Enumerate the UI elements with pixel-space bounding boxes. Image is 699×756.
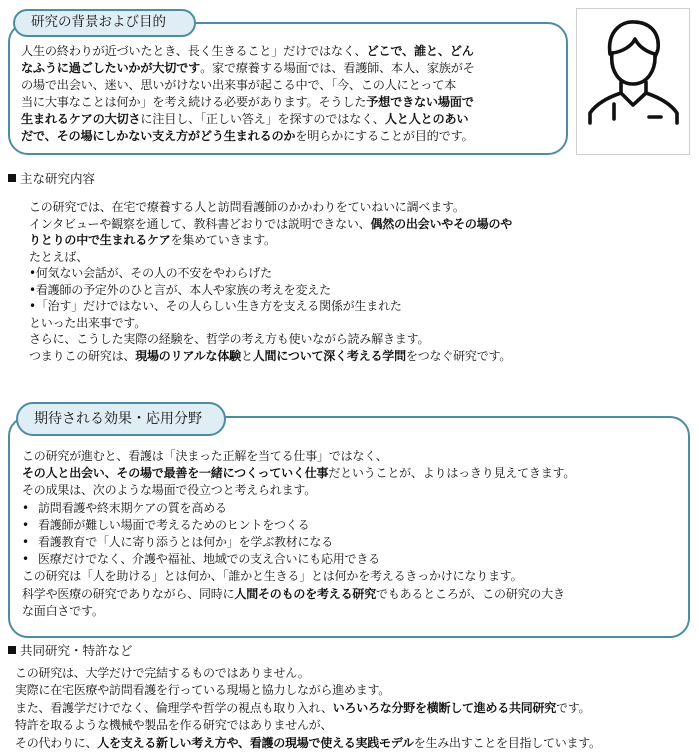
text-segment: インタビューや観察を通して、教科書どおりでは説明できない、: [29, 216, 371, 231]
main-research-heading-text: 主な研究内容: [20, 171, 96, 186]
text-line: [21, 111, 475, 128]
person-icon: [577, 9, 689, 154]
text-line: [22, 517, 575, 534]
effects-heading-tag: [16, 402, 226, 436]
text-segment: たとえば、: [29, 249, 89, 264]
text-segment: •看護師の予定外のひと言が、本人や家族の考えを変えた: [29, 282, 331, 297]
text-segment: な面白さです。: [22, 603, 104, 618]
text-segment: 医療だけでなく、介護や福祉、地域での支え合いにも応用できる: [38, 552, 380, 567]
text-segment: この研究は「人を助ける」とは何か、「誰かと生きる」とは何かを考えるきっかけになります。: [22, 569, 523, 584]
text-segment: を明らかにすることが目的です。: [295, 129, 474, 143]
text-segment: 訪問看護や終末期ケアの質を高める: [38, 500, 227, 515]
text-line: [22, 534, 575, 551]
square-bullet-icon: [8, 174, 16, 182]
text-segment: その成果は、次のような場面で役立つと考えられます。: [22, 483, 317, 498]
text-line: [22, 448, 575, 465]
emphasis-text: 予想できない場面で: [366, 95, 474, 109]
text-line: [29, 199, 512, 216]
text-segment: をつなぐ研究です。: [405, 348, 512, 363]
text-line: [29, 232, 512, 249]
text-line: [22, 586, 575, 603]
text-line: [21, 43, 475, 60]
text-segment: を生み出すことを目指しています。: [413, 735, 601, 750]
text-line: [29, 348, 512, 365]
emphasis-text: りとりの中で生まれるケア: [29, 233, 171, 247]
emphasis-text: どこで、誰と、どん: [366, 44, 474, 58]
text-segment: です。: [556, 700, 591, 715]
emphasis-text: 生まれるケアの大切さ: [21, 112, 141, 126]
effects-heading: 期待される効果・応用分野: [34, 411, 202, 427]
bullet-dot-icon: •: [22, 552, 29, 567]
text-line: [22, 568, 575, 585]
background-text: [21, 43, 475, 145]
text-segment: 当に大事なことは何か」を考え続ける必要があります。そうした: [21, 95, 367, 109]
text-segment: でもあるところが、この研究の大き: [376, 586, 565, 601]
text-line: [29, 298, 512, 315]
text-segment: と: [240, 348, 253, 363]
text-segment: 看護師が難しい場面で考えるためのヒントをつくる: [38, 517, 310, 532]
text-line: [15, 700, 601, 717]
emphasis-text: 人間そのものを考える研究: [234, 586, 377, 601]
bullet-dot-icon: •: [22, 500, 29, 515]
text-line: [29, 282, 512, 299]
nurse-avatar-image: [576, 8, 690, 155]
text-segment: •「治す」だけではない、その人らしい生き方を支える関係が生まれた: [29, 299, 402, 313]
square-bullet-icon: [8, 646, 16, 654]
joint-research-heading-text: 共同研究・特許など: [20, 643, 133, 658]
text-line: [29, 249, 512, 266]
background-heading: 研究の背景および目的: [31, 14, 166, 31]
text-segment: 。家で療養する場面では、看護師、本人、家族がそ: [200, 61, 475, 75]
text-line: [21, 128, 475, 145]
text-line: [29, 331, 512, 348]
text-segment: この研究では、在宅で療養する人と訪問看護師のかかわりをていねいに調べます。: [29, 200, 465, 214]
text-segment: その代わりに、: [15, 735, 98, 750]
joint-research-heading: [8, 641, 133, 659]
text-line: [15, 735, 601, 752]
emphasis-text: 現場のリアルな体験: [135, 348, 241, 363]
text-segment: に注目し、「正しい答え」を探すのではなく、: [140, 112, 385, 126]
emphasis-text: 人と人とのあい: [384, 112, 469, 126]
text-line: [21, 94, 475, 111]
main-research-text: [29, 199, 512, 364]
text-line: [21, 77, 475, 94]
emphasis-text: 偶然の出会いやその場のや: [370, 216, 513, 231]
joint-research-text: [15, 665, 601, 752]
text-segment: 人生の終わりが近づいたとき、長く生きること」だけではなく、: [21, 44, 367, 58]
text-segment: つまりこの研究は、: [29, 348, 136, 363]
text-segment: だということが、よりはっきり見えてきます。: [328, 466, 576, 481]
emphasis-text: いろいろな分野を横断して進める共同研究: [332, 700, 556, 715]
text-segment: •何気ない会話が、その人の不安をやわらげた: [29, 266, 272, 280]
text-line: [29, 265, 512, 282]
text-line: [22, 482, 575, 499]
text-segment: また、看護学だけでなく、倫理学や哲学の視点も取り入れ、: [15, 700, 333, 715]
effects-text: [22, 448, 575, 620]
text-line: [22, 603, 575, 620]
text-line: [15, 665, 601, 682]
text-segment: 特許を取るような機械や製品を作る研究ではありませんが、: [15, 718, 333, 733]
bullet-dot-icon: •: [22, 535, 29, 550]
text-segment: 看護教育で「人に寄り添うとは何か」を学ぶ教材になる: [38, 535, 334, 550]
text-segment: 科学や医療の研究でありながら、同時に: [22, 586, 235, 601]
text-line: [29, 216, 512, 233]
emphasis-text: 人間について深く考える学問: [252, 348, 406, 363]
text-line: [21, 60, 475, 77]
main-research-heading: [8, 169, 95, 187]
text-line: [22, 465, 575, 482]
text-line: [15, 682, 601, 699]
background-heading-tag: [13, 9, 196, 37]
text-line: [22, 500, 575, 517]
text-segment: この研究は、大学だけで完結するものではありません。: [15, 666, 310, 680]
text-segment: 実際に在宅医療や訪問看護を行っている現場と協力しながら進めます。: [15, 683, 391, 698]
text-segment: の場で出会い、迷い、思いがけない出来事が起こる中で、「今、この人にとって本: [21, 78, 457, 92]
text-segment: この研究が進むと、看護は「決まった正解を当てる仕事」ではなく、: [22, 449, 388, 463]
emphasis-text: なふうに過ごしたいかが大切です: [21, 61, 201, 75]
emphasis-text: だで、その場にしかない支え方がどう生まれるのか: [21, 129, 296, 143]
text-segment: といった出来事です。: [29, 315, 147, 330]
text-line: [15, 717, 601, 734]
text-segment: さらに、こうした実際の経験を、哲学の考え方も使いながら読み解きます。: [29, 332, 430, 346]
emphasis-text: 人を支える新しい考え方や、看護の現場で使える実践モデル: [97, 735, 414, 750]
text-line: [29, 315, 512, 332]
text-line: [22, 551, 575, 568]
bullet-dot-icon: •: [22, 517, 29, 532]
emphasis-text: その人と出会い、その場で最善を一緒につくっていく仕事: [22, 466, 329, 481]
text-segment: を集めていきます。: [170, 233, 276, 247]
